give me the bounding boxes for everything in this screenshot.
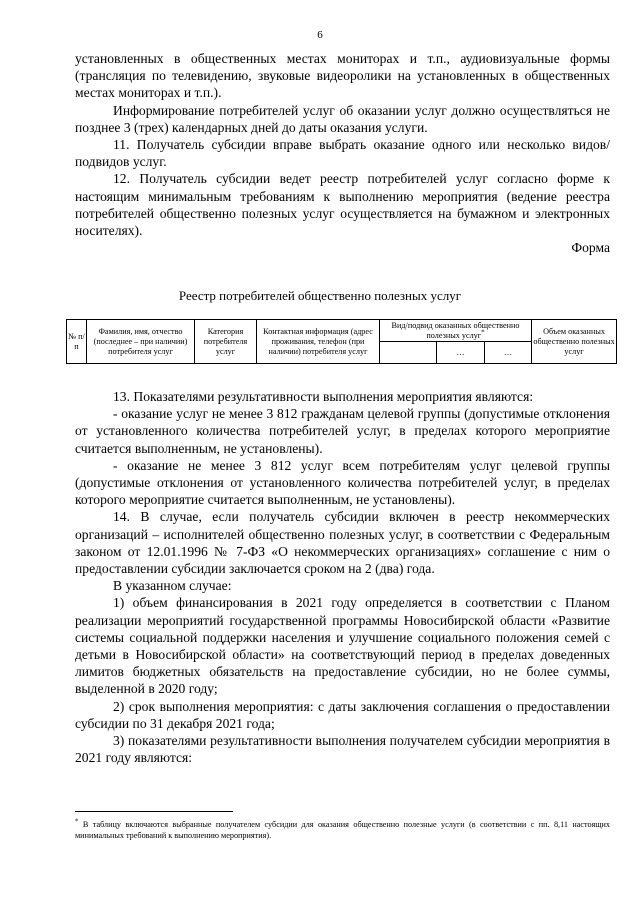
paragraph-subitem-2: 2) срок выполнения мероприятия: с даты заключения соглашения о предоставлении субсидии по 31 декабря 2021 года; xyxy=(75,698,610,731)
header-service-volume: Объем оказанных общественно полезных услуг xyxy=(532,320,617,364)
header-service-types-label: Вид/подвид оказанных общественно полезных услуг xyxy=(391,320,520,340)
header-category: Категория потребителя услуг xyxy=(195,320,257,364)
paragraph-indicator-services: - оказание не менее 3 812 услуг всем потребителям услуг целевой группы (допустимые отклонения от установленного количества потребителей услуг, в пределах которого мероприятие считается выполненным, не установлены). xyxy=(75,457,610,508)
service-subcolumn-cell xyxy=(380,342,437,364)
bottom-text xyxy=(75,388,610,766)
paragraph-indicator-citizens: - оказание услуг не менее 3 812 гражданам целевой группы (допустимые отклонения от установленного количества потребителей услуг, в пределах которого мероприятие считается выполненным, не установлены). xyxy=(75,406,610,456)
registry-table-title: Реестр потребителей общественно полезных услуг xyxy=(178,288,462,303)
paragraph-subitem-1: 1) объем финансирования в 2021 году определяется в соответствии с Планом реализации мероприятий государственной программы Новосибирской области «Развитие системы социальной поддержки населения и улучшение социального положения семей с детьми в Новосибирской области» на соответствующий период в пределах доведенных лимитов бюджетных обязательств на предоставление субсидии, но не более суммы, выделенной в 2020 году; xyxy=(75,595,610,697)
paragraph-item-11: 11. Получатель субсидии вправе выбрать оказание одного или несколько видов/подвидов услуг. xyxy=(75,137,610,170)
footnote-divider xyxy=(75,811,233,812)
header-contact-info: Контактная информация (адрес проживания, телефон (при наличии) потребителя услуг xyxy=(257,320,380,364)
paragraph-informing: Информирование потребителей услуг об оказании услуг должно осуществляться не позднее 3 (трех) календарных дней до даты оказания услуги. xyxy=(75,102,610,135)
page-number: 6 xyxy=(317,29,323,41)
service-subcolumn-cell: … xyxy=(485,342,532,364)
paragraph-forms-continued: установленных в общественных местах мониторах и т.п., аудиовизуальные формы (трансляция по телевидению, звуковые видеоролики на установленных в общественных местах мониторах и т.п.). xyxy=(75,51,610,101)
paragraph-item-14: 14. В случае, если получатель субсидии включен в реестр некоммерческих организаций – исполнителей общественно полезных услуг, в соответствии с Федеральным законом от 12.01.1996 № 7-ФЗ «О некоммерческих организациях» соглашение с ним о предоставлении субсидии заключается сроком на 2 (два) года. xyxy=(75,509,610,577)
form-label: Форма xyxy=(571,240,610,256)
header-number: № п/п xyxy=(67,320,87,364)
paragraph-subitem-3: 3) показателями результативности выполнения получателем субсидии мероприятия в 2021 году являются: xyxy=(75,733,610,766)
footnote-mark: * xyxy=(75,817,79,826)
footnote-text: В таблицу включаются выбранные получателем субсидии для оказания общественно полезные услуги (в соответствии с пп. 8,11 настоящих минимальных требований к выполнению мероприятия). xyxy=(75,820,610,840)
paragraph-in-this-case: В указанном случае: xyxy=(113,578,232,594)
service-subcolumn-cell: … xyxy=(437,342,485,364)
paragraph-item-12: 12. Получатель субсидии ведет реестр потребителей услуг согласно форме к настоящим минимальным требованиям к выполнению мероприятия (ведение реестра потребителей общественно полезных услуг осуществляется на бумажном и электронных носителях). xyxy=(75,171,610,239)
header-service-types-mark: * xyxy=(481,327,485,336)
paragraph-item-13: 13. Показателями результативности выполнения мероприятия являются: xyxy=(113,389,534,404)
header-full-name: Фамилия, имя, отчество (последнее – при наличии) потребителя услуг xyxy=(87,320,195,364)
top-text xyxy=(75,50,610,256)
header-service-types xyxy=(380,320,532,342)
footnote xyxy=(75,817,610,841)
registry-table xyxy=(66,319,617,364)
